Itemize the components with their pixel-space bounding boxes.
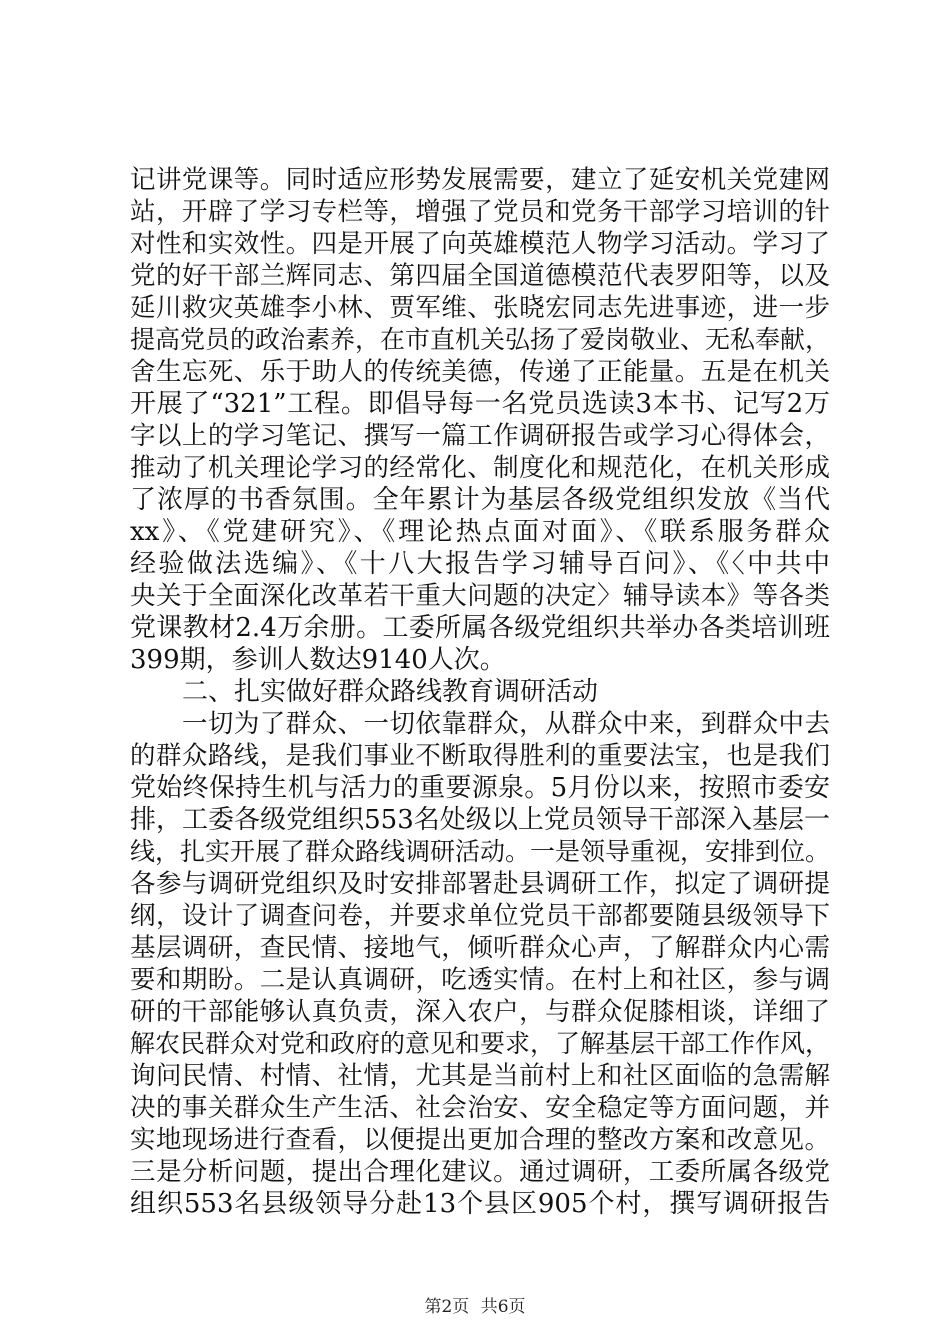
text-line: 一切为了群众、一切依靠群众，从群众中来，到群众中去: [182, 709, 830, 739]
text-line: 站，开辟了学习专栏等，增强了党员和党务干部学习培训的针: [130, 197, 830, 227]
text-line: 字以上的学习笔记、撰写一篇工作调研报告或学习心得体会，: [130, 421, 830, 451]
page-number: 第2页: [424, 1297, 470, 1317]
text-line: 解农民群众对党和政府的意见和要求，了解基层干部工作作风，: [130, 1029, 831, 1058]
text-line: 经验做法选编》、《十八大报告学习辅导百问》、《〈中共中: [130, 549, 830, 579]
text-line: 纲，设计了调查问卷，并要求单位党员干部都要随县级领导下: [130, 901, 830, 931]
text-line: 延川救灾英雄李小林、贾军维、张晓宏同志先进事迹，进一步: [130, 293, 830, 323]
text-line: 记讲党课等。同时适应形势发展需要，建立了延安机关党建网: [130, 165, 830, 195]
text-line: 排，工委各级党组织553名处级以上党员领导干部深入基层一: [130, 805, 830, 835]
text-line: 研的干部能够认真负责，深入农户，与群众促膝相谈，详细了: [130, 997, 830, 1027]
page-footer: [0, 1296, 950, 1318]
text-line: 399期，参训人数达9140人次。: [130, 645, 506, 675]
page-total: 共6页: [480, 1297, 526, 1317]
text-line: 实地现场进行查看，以便提出更加合理的整改方案和改意见。: [130, 1125, 830, 1155]
text-line: 询问民情、村情、社情，尤其是当前村上和社区面临的急需解: [130, 1061, 830, 1091]
text-line: 提高党员的政治素养，在市直机关弘扬了爱岗敬业、无私奉献，: [130, 325, 831, 354]
text-line: 党课教材2.4万余册。工委所属各级党组织共举办各类培训班: [130, 613, 830, 643]
text-line: 基层调研，查民情、接地气，倾听群众心声，了解群众内心需: [130, 933, 830, 963]
text-line: 线，扎实开展了群众路线调研活动。一是领导重视，安排到位。: [130, 837, 831, 866]
text-line: 的群众路线，是我们事业不断取得胜利的重要法宝，也是我们: [130, 741, 830, 771]
text-line: 央关于全面深化改革若干重大问题的决定〉辅导读本》等各类: [130, 581, 830, 611]
text-line: 推动了机关理论学习的经常化、制度化和规范化，在机关形成: [130, 453, 830, 483]
text-line: 了浓厚的书香氛围。全年累计为基层各级党组织发放《当代: [130, 485, 830, 515]
text-line: 组织553名县级领导分赴13个县区905个村，撰写调研报告: [130, 1189, 830, 1219]
text-line: 党的好干部兰辉同志、第四届全国道德模范代表罗阳等，以及: [130, 261, 830, 291]
text-line: 决的事关群众生产生活、社会治安、安全稳定等方面问题，并: [130, 1093, 830, 1123]
text-line: 要和期盼。二是认真调研，吃透实情。在村上和社区，参与调: [130, 965, 830, 995]
text-line: 三是分析问题，提出合理化建议。通过调研，工委所属各级党: [130, 1157, 830, 1187]
text-line: 开展了“321”工程。即倡导每一名党员选读3本书、记写2万: [130, 389, 830, 419]
document-body: [130, 164, 830, 1220]
text-line: 各参与调研党组织及时安排部署赴县调研工作，拟定了调研提: [130, 869, 830, 899]
text-line: 二、扎实做好群众路线教育调研活动: [182, 677, 599, 707]
text-line: 对性和实效性。四是开展了向英雄模范人物学习活动。学习了: [130, 229, 830, 259]
text-line: 舍生忘死、乐于助人的传统美德，传递了正能量。五是在机关: [130, 357, 830, 387]
text-line: 党始终保持生机与活力的重要源泉。5月份以来，按照市委安: [130, 773, 830, 803]
text-line: xx》、《党建研究》、《理论热点面对面》、《联系服务群众: [130, 517, 830, 547]
